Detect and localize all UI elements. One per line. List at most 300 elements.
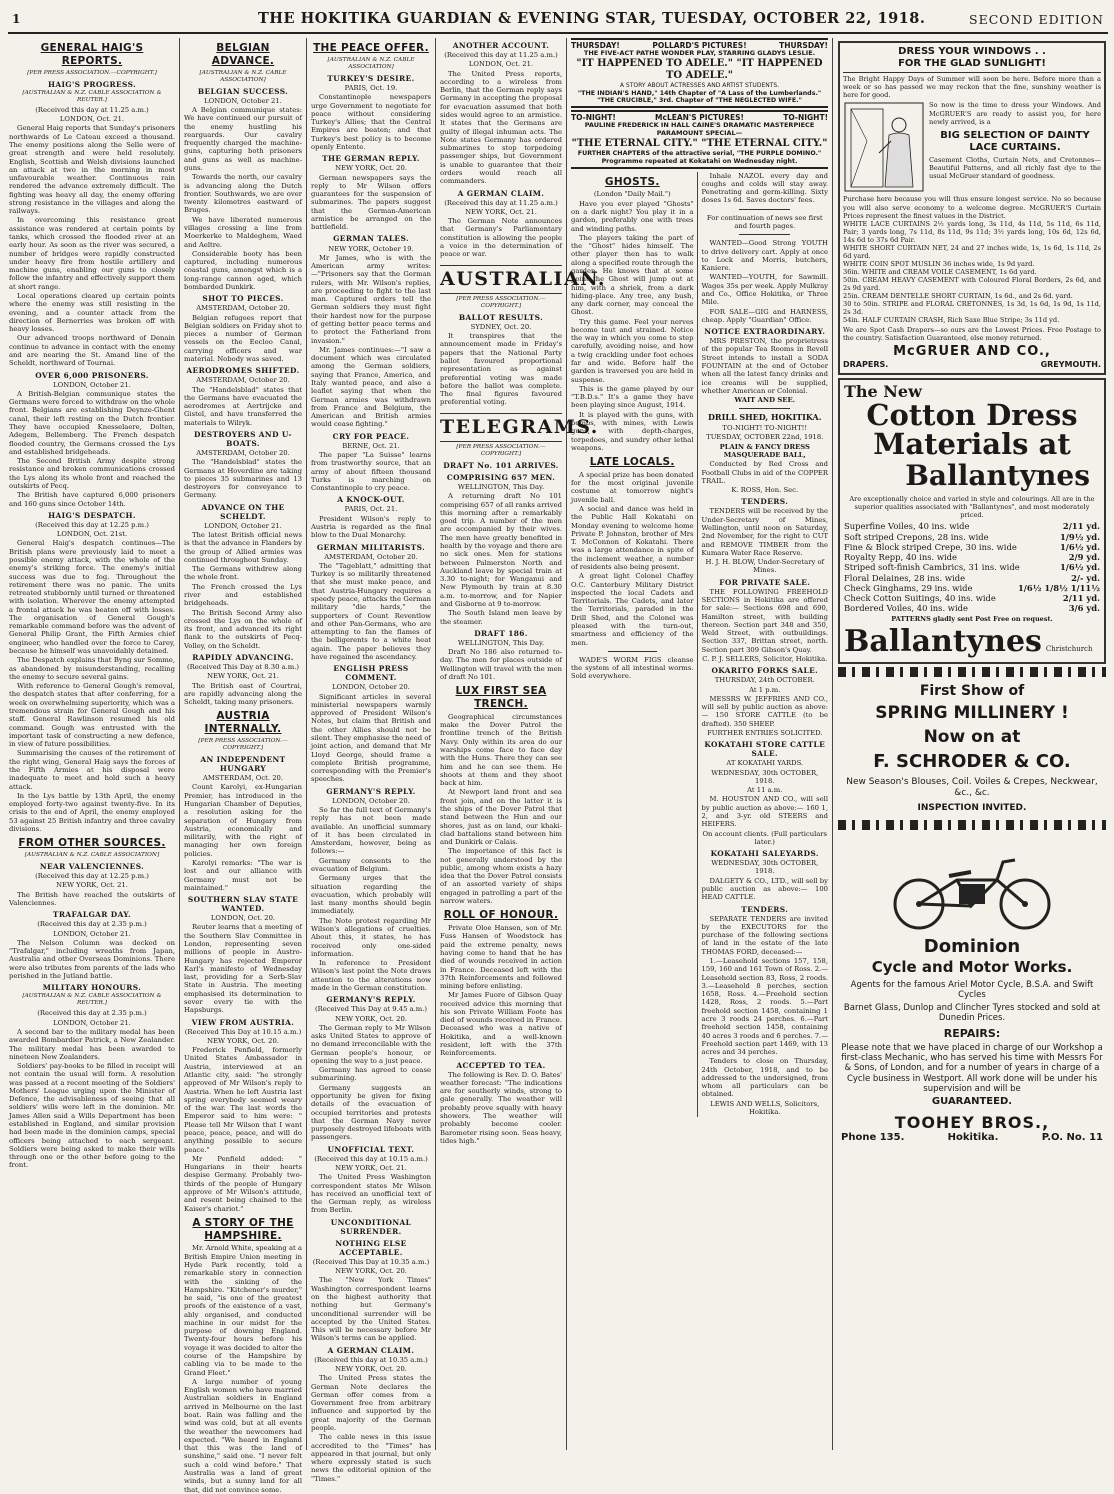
- advertiser-name: TOOHEY BROS.,: [894, 1112, 1050, 1132]
- subheading: KOKATAHI SALEYARDS.: [710, 849, 819, 859]
- paragraph: Towards the north, our cavalry is advancing along the Dutch frontier. Southwards, we are over twenty kilometres eastward of Bruges.: [184, 173, 302, 215]
- price-item: Check Ginghams, 29 ins. wide: [844, 582, 973, 593]
- paragraph: Count Karolyi, ex-Hungarian Premier, has introduced in the Hungarian Chamber of Deputies, a resolution asking for the separation of Hungary from Austria, economically and militarily, with the right of managing her own foreign policies.: [184, 783, 302, 858]
- subheading: TENDERS.: [741, 904, 789, 914]
- ad-text: TO-NIGHT!: [571, 113, 616, 123]
- ad-headline: BIG SELECTION OF DAINTY LACE CURTAINS.: [940, 129, 1090, 153]
- dateline: NEW YORK, Oct. 21.: [335, 1164, 407, 1173]
- dateline: NEW YORK, October 19.: [328, 244, 414, 253]
- motorcycle-illustration: [887, 842, 1057, 934]
- paragraph: Belgian refugees report that Belgian soldiers on Friday shot to pieces a number of German vessels on the Eecloo Canal, carrying officers and war material. Nobody was saved.: [184, 313, 302, 363]
- dateline: WEDNESDAY, 30th OCTOBER, 1918.: [711, 859, 819, 876]
- column-display-ads: [835, 38, 1109, 1450]
- paragraph: The importance of this fact is not generally understood by the public, among whom exists a hazy idea that the Dover Patrol consists of an assorted variety of ships engaged in patrolling a part of the narrow waters.: [440, 847, 562, 906]
- subheading: A KNOCK-OUT.: [337, 495, 405, 505]
- newspaper-title: THE HOKITIKA GUARDIAN & EVENING STAR, TUESDAY, OCTOBER 22, 1918.: [258, 10, 926, 27]
- subheading: DESTROYERS AND U-BOATS.: [193, 429, 293, 448]
- headline: THE PEACE OFFER.: [313, 42, 429, 54]
- column-belgian-advance: [181, 38, 305, 1494]
- ad-body: [843, 101, 1101, 193]
- price-row: [844, 562, 1100, 572]
- ad-text: "THE CRUCIBLE," 3rd. Chapter of "THE NEGLECTED WIFE.": [597, 97, 802, 105]
- price-value: 2/11 yd.: [1062, 521, 1100, 532]
- paragraph: President Wilson's reply to Austria is regarded as the final blow to the Dual Monarchy.: [311, 514, 431, 540]
- ad-text: GUARANTEED.: [931, 1096, 1013, 1108]
- ad-text: Please note that we have placed in charge of our Workshop a first-class Mechanic, who has served his time with Messrs For & Sons, of London, and for a number of years in charge of a Cycle business in Westport. All work done will be under his supervision and will be: [841, 1042, 1103, 1095]
- subheading: THE GERMAN REPLY.: [322, 154, 420, 164]
- subheading: AN INDEPENDENT HUNGARY: [200, 755, 286, 774]
- paragraph: The paper "La Suisse" learns from trustworthy source, that an army of about fifteen thousand Turks is marching on Constantinople to cry peace.: [311, 451, 431, 493]
- ad-text: 30 to 50in. STRIPE and FLORAL CRETONNES, 1s 3d, 1s 6d, 1s 9d, 1s 11d, 2s 3d.: [843, 299, 1101, 316]
- ad-text: THURSDAY!: [779, 41, 828, 50]
- edition-label: SECOND EDITION: [969, 12, 1104, 27]
- ad-text: DRAPERS.: [843, 359, 889, 369]
- dateline: (Received this day at 12.25 p.m.): [35, 872, 149, 881]
- paragraph: The German Note announces that Germany's Parliamentary constitution is allowing the people a voice in the determination of peace or war.: [440, 217, 562, 259]
- notice: For continuation of news see first and fourth pages.: [706, 213, 823, 231]
- notice: WAIT AND SEE.: [734, 396, 795, 405]
- notice: FURTHER ENTRIES SOLICITED.: [707, 728, 823, 737]
- paragraph: MRS PRESTON, the proprietress of the popular Tea Rooms in Revell Street intends to install a SODA FOUNTAIN at the end of October when all the latest fancy drinks and ice creams will be supplied, whether American or Colonial.: [701, 337, 828, 395]
- source-line: [PER PRESS ASSOCIATION.—COPYRIGHT.]: [27, 69, 157, 76]
- notice: On account clients. (Full particulars later.): [702, 829, 828, 846]
- signature: LEWIS AND WELLS, Solicitors, Hokitika.: [710, 1099, 820, 1117]
- paragraph: Geographical circumstances make the Dover Patrol the frontline trench of the British Navy. Only within its area do our warships come face to face day with the Huns. There they can see him and he can see them. He shoots at them and they shoot back at him.: [440, 712, 562, 788]
- subheading: GERMANY'S REPLY.: [326, 786, 416, 796]
- source-line: [AUSTRALIAN & N.Z. CABLE ASSOCIATION]: [327, 56, 415, 70]
- price-value: 3/6 yd.: [1068, 603, 1100, 614]
- ad-text: PARAMOUNT SPECIAL—: [656, 129, 743, 138]
- paragraph: A special prize has been donated for the most original juvenile costume at tomorrow night's juvenile ball.: [571, 470, 694, 504]
- paragraph: Tenders to close on Thursday, 24th October, 1918, and to be addressed to the undersigned, from whom all particulars can be obtained.: [701, 1057, 828, 1099]
- paragraph: Reuter learns that a meeting of the Southern Slav Committee in London, representing seven millions of people in Austro-Hungary has rejected Emperor Karl's manifesto of Wednesday last, providing for a Serb-Slav State in Austria. The meeting emphasised its determination to sever every tie with the Hapsburgs.: [184, 923, 302, 1015]
- ad-text: PAULINE FREDERICK IN HALL CAINE'S DRAMATIC MASTERPIECE: [584, 121, 815, 130]
- dateline: WELLINGTON, This Day.: [457, 483, 545, 492]
- price-item: Bordered Voiles, 40 ins. wide: [844, 603, 968, 614]
- subheading: MILITARY HONOURS.: [42, 983, 142, 993]
- dateline: LONDON, October 21.: [53, 1018, 131, 1027]
- column-peace-offer: [308, 38, 434, 1483]
- dateline: At 1 p.m.: [749, 685, 781, 694]
- subheading: TURKEY'S DESIRE.: [327, 73, 415, 83]
- ad-headline: Materials at: [873, 427, 1071, 462]
- subheading: TRAFALGAR DAY.: [52, 910, 132, 920]
- paragraph: At Newport land front and sea front join, and on the latter it is the ships of the Dover Patrol that stand between the Hun and our shores, just as on land, our khaki-clad battalions stand between him and Dunkirk or Calais.: [440, 788, 562, 847]
- paragraph: Frederick Penfield, formerly United States Ambassador in Austria, interviewed at an Atlantic city, said: "he strongly approved of Mr Wilson's reply to Austria. When he left Austria last spring everybody seemed weary of the war. The last words the Emperor said to him were: " Please tell Mr Wilson that I want peace, peace, peace, and will do anything possible to secure peace.": [184, 1046, 302, 1154]
- paragraph: A second bar to the military medal has been awarded Bombardier Patrick, a New Zealander. The military medal has been awarded to nineteen New Zealanders.: [9, 1027, 175, 1061]
- price-list: [844, 521, 1100, 613]
- dateline: NEW YORK, Oct. 20.: [335, 164, 407, 173]
- paragraph: Mr James, who is with the American army writes:—"Prisoners say that the German rulers, with Mr. Wilson's replies, are proceeding to fight to the last man. Captured orders tell the German soldiers they must fight their hardest now for the purpose of getting better peace terms and to protect the Fatherland from invasion.": [311, 253, 431, 345]
- ad-text: Barnet Glass, Dunlop and Clincher Tyres stocked and sold at Dunedin Prices.: [843, 1002, 1101, 1023]
- paragraph: Private Oloe Hansen, son of Mr. Fuss Hansen of Woodstock has paid the extreme penalty, news having come to hand that he has died of wounds received in action in France. Deceased left with the 37th Reinforcements and followed mining before enlisting.: [440, 924, 562, 991]
- dateline: THURSDAY, 24th OCTOBER.: [714, 676, 815, 685]
- subheading: VIEW FROM AUSTRIA.: [191, 1017, 295, 1027]
- dateline: WEDNESDAY, 30th OCTOBER, 1918.: [711, 768, 819, 785]
- price-item: Striped soft-finish Cambrics, 31 ins. wide: [844, 562, 1020, 573]
- dateline: NEW YORK, Oct. 20.: [335, 1014, 407, 1023]
- advertiser-name: F. SCHRODER & CO.: [873, 750, 1071, 772]
- advertiser-location: [843, 360, 1101, 370]
- price-row: [844, 573, 1100, 583]
- dateline: (Received this day at 10.35 a.m.): [314, 1355, 428, 1364]
- ad-headline: Ballantynes: [905, 459, 1090, 493]
- ad-text: A STORY ABOUT ACTRESSES AND ARTIST STUDENTS.: [619, 82, 780, 90]
- subheading: NOTICE EXTRAORDINARY.: [704, 327, 826, 337]
- price-item: Royalty Repp, 40 ins. wide: [844, 552, 957, 563]
- paragraph: WADE'S WORM FIGS cleanse the system of all intestinal worms. Sold everywhere.: [571, 655, 694, 681]
- ad-headline: SPRING MILLINERY !: [875, 703, 1069, 724]
- ad-headline: REPAIRS:: [943, 1027, 1001, 1041]
- pollards-pictures-ad: [571, 38, 828, 108]
- price-value: 1/9½ yd.: [1059, 531, 1100, 542]
- schroder-millinery-ad: [838, 680, 1106, 816]
- column-local-ads: [568, 38, 831, 1450]
- price-value: 2/- yd.: [1071, 572, 1100, 583]
- ad-headline: First Show of: [919, 683, 1025, 700]
- paragraph: The Second British Army despite strong resistance and broken communications crossed the Lys along its whole front and reached the outskirts of Pecq.: [9, 457, 175, 490]
- separator: [739, 408, 790, 409]
- paragraph: Germany has agreed to cease submarining.: [311, 1066, 431, 1083]
- ad-text: TUESDAY, OCTOBER 22nd, 1918.: [706, 433, 824, 442]
- paragraph: General Haig's despatch continues—The British plans were previously laid to meet a possible enemy attack, with the whole of the enemy's striking force. The enemy's initial success was due to fog. Throughout the retirement there was no panic. The units retreated stubbornly until turned or threatened with isolation. Wherever the enemy attempted a frontal attack he was beaten off with losses. The organisation of General Gough's remarkable command before was the advent of General Philip Grant, the Fifth Armies chief engineer, who handled over the force to Carey, because he himself was unavoidably detained.: [9, 539, 175, 656]
- wanted-ad: WANTED—Good Strong YOUTH to drive delivery cart. Apply at once to Lock and Morris, butchers, Kaniere.: [701, 239, 828, 273]
- price-row: [844, 603, 1100, 613]
- nazol-ad: Inhale NAZOL every day and coughs and colds will stay away. Penetrating and germ-killing. Sixty doses 1s 6d. Saves doctors' fees.: [701, 171, 828, 205]
- paragraph: The French crossed the Lys river and established bridgeheads.: [184, 582, 302, 608]
- ad-body-text: [929, 101, 1101, 193]
- paragraph: In reference to President Wilson's last point the Note draws attention to the alterations now made in the German constitution.: [311, 959, 431, 992]
- paragraph: M. HOUSTON AND CO., will sell by public auction as above:— 160 1, 2, and 3-yr. old STEERS and HEIFERS.: [701, 795, 828, 829]
- paragraph: A social and dance was held in the Public Hall Kokatahi on Monday evening to welcome home Private P. Johnston, brother of Mrs T. McConnon of Kokatahi. There was a large attendance in spite of the inclement weather, a number of residents also being present.: [571, 505, 694, 572]
- subheading: DRAFT No. 101 ARRIVES.: [443, 460, 559, 470]
- paragraph: DALGETY & CO., LTD., will sell by public auction as above:— 100 HEAD CATTLE.: [701, 876, 828, 902]
- mcgruer-ad: [838, 41, 1106, 375]
- ad-text: TO-NIGHT!: [783, 113, 828, 123]
- headline: A STORY OF THE HAMPSHIRE.: [192, 1216, 294, 1242]
- signature: H. J. H. BLOW, Under-Secretary of Mines.: [705, 558, 825, 575]
- source-line: [PER PRESS ASSOCIATION.—COPYRIGHT.]: [456, 443, 546, 457]
- ad-text: 25in. CREAM DENTELLE SHORT CURTAIN, 1s 6d., and 2s 6d. yard.: [843, 291, 1073, 300]
- subheading: DRAFT 186.: [474, 628, 528, 638]
- paragraph: Constantinople newspapers urge Government to negotiate for peace without considering Turkey's Allies; that the Central Empires are beaten; and that Turkey's best policy is to become openly Entente.: [311, 93, 431, 151]
- paragraph: A Belgian communique states: We have continued our pursuit of the enemy hustling his rearguards. Our cavalry frequently charged the machine-guns, capturing both prisoners and guns as well as machine-guns.: [184, 106, 302, 172]
- source-line: [AUSTRALIAN & N.Z. CABLE ASSOCIATION]: [24, 852, 160, 859]
- subheading: RAPIDLY ADVANCING.: [192, 652, 294, 662]
- price-item: Fine & Block striped Crepe, 30 ins. wide: [844, 541, 1017, 552]
- column-rule: [435, 38, 436, 1450]
- source-line: (London "Daily Mail."): [593, 190, 671, 199]
- ad-text: TO-NIGHT! TO-NIGHT!!: [722, 424, 808, 433]
- ad-headline: Now on at: [923, 726, 1021, 747]
- dateline: SYDNEY, Oct. 20.: [470, 322, 532, 331]
- price-item: Floral Delaines, 28 ins. wide: [844, 572, 966, 583]
- subheading: CRY FOR PEACE.: [332, 431, 410, 441]
- price-item: Check Cotton Suitings, 40 ins. wide: [844, 593, 996, 604]
- paragraph: Our advanced troops northward of Denain continue to advance in contact with the enemy and are nearing the St. Amand line of the Scheldt, northward of Tournai.: [9, 334, 175, 368]
- paragraph: THE FOLLOWING FREEHOLD SECTIONS in Hokitika are offered for sale:— Sections 698 and 690, Hamilton street, with building thereon. Section part 348 and 350, Weld Street, with outbuildings. Section 337, Brittan street, north. Section part 309 Gibson's Quay.: [701, 587, 828, 654]
- price-value: 1/6½ 1/8½ 1/11½: [1017, 582, 1100, 593]
- dateline: AMSTERDAM, October 20.: [196, 304, 290, 313]
- paragraph: Significant articles in several ministerial newspapers warmly approved of President Wilson's Notes, but claim that British and the other Allies should not be silent. They emphasise the need of joint action, and demand that Mr Lloyd George, should frame a complete British programme, corresponding with the Premier's speeches.: [311, 692, 431, 784]
- woman-at-window-illustration: [843, 101, 925, 193]
- dateline: (Received this day at 11.25 a.m.): [35, 105, 149, 114]
- paragraph: A returning draft No 101 comprising 657 of all ranks arrived this morning after a remarkably good trip. A number of the men are accompanied by their wives. The men have greatly benefited in health by the voyage and there are no sick ones. Men for stations between Palmerston North and Auckland leave by special train at 3.30 to-night; for Wanganui and New Plymouth by train at 8.30 a.m. to-morrow, and for Napier and Gisborne at 9 to-morrow.: [440, 492, 562, 608]
- toohey-cycle-ad: [838, 833, 1106, 1148]
- ad-text: 50in. CREAM HEAVY CASEMENT with Coloured Floral Borders, 2s 6d, and 2s 9d yard.: [843, 275, 1101, 292]
- dateline: NEW YORK, Oct. 20.: [335, 1267, 407, 1276]
- column-rule: [832, 38, 833, 1450]
- dateline: NEW YORK, Oct. 21.: [207, 672, 279, 681]
- dateline: AMSTERDAM, October 20.: [196, 376, 290, 385]
- subheading: KOKATAHI STORE CATTLE SALE.: [704, 740, 826, 759]
- price-value: 1/6½ yd.: [1059, 541, 1100, 552]
- paragraph: The "Handelsblad" states the Germans at Hoverdine are taking to pieces 35 submarines and 13 destroyers for conveyance to Germany.: [184, 458, 302, 500]
- dateline: LONDON, October 20.: [332, 796, 410, 805]
- dateline: LONDON, October 21.: [53, 929, 131, 938]
- headline: AUSTRIA INTERNALLY.: [204, 710, 282, 736]
- ad-text: POLLARD'S PICTURES!: [652, 41, 747, 50]
- wanted-ad: WANTED—YOUTH, for Sawmill. Wages 35s per week. Apply Mulkray and Co., Office Hokitika, or Three Mile.: [701, 273, 828, 307]
- paragraph: Germany consents to the evacuation of Belgium.: [311, 856, 431, 873]
- dateline: NEW YORK, Oct. 21.: [465, 207, 537, 216]
- signature: K. ROSS, Hon. Sec.: [731, 486, 799, 495]
- paragraph: The British east of Courtrai, are rapidly advancing along the Scheldt, taking many prisoners.: [184, 681, 302, 707]
- paragraph: 1.—Leasehold sections 157, 158, 159, 160 and 161 Town of Ross. 2.—Leasehold section 83, Ross, 2 roods. 3.—Leasehold 8 perches, section 1658, Ross. 4.—Freehold section 1428, Ross, 2 roods. 5.—Part freehold section 1458, containing 1 acre 3 roods 24 perches. 6.—Part freehold section 1458, containing 40 acres 3 roods and 6 perches. 7.—Freehold section part 1469, with 13 acres and 34 perches.: [701, 956, 828, 1057]
- paragraph: This is the game played by our "T.B.D.s." It's a game they have been playing since August, 1914.: [571, 384, 694, 410]
- dateline: LONDON, Oct. 21.: [468, 60, 534, 69]
- paragraph: A great light Colonel Chaffey O.C. Canterbury Military District inspected the local Cadets and Territorials. The Cadets, and later the Territorials, paraded in the Drill Shed, and the Colonel was pleased with the turn-out, smartness and efficiency of the men.: [571, 572, 694, 647]
- column-rule: [306, 38, 307, 1450]
- paragraph: The "Handelsblad" states that the Germans have evacuated the aerodromes at Aertrijcke and Gistel, and have transferred the materials to Wilryk.: [184, 385, 302, 427]
- headline: LATE LOCALS.: [589, 456, 675, 469]
- price-value: 1/6½ yd.: [1059, 562, 1100, 573]
- subheading: UNOFFICIAL TEXT.: [327, 1144, 415, 1154]
- paragraph: The Germans withdrew along the whole front.: [184, 565, 302, 582]
- paragraph: The South Island men leave by the steamer.: [440, 609, 562, 626]
- contact-line: [841, 1132, 1103, 1144]
- price-value: 2/11 yd.: [1062, 593, 1100, 604]
- paragraph: In the Lys battle by 13th April, the enemy employed forty-two against twenty-five. In its crisis to the end of April, the enemy employed 53 against 25 British infantry and three cavalry divisions.: [9, 791, 175, 833]
- column-rule: [179, 38, 180, 1450]
- subheading: COMPRISING 657 MEN.: [446, 473, 556, 482]
- paragraph: The German reply to Mr Wilson asks United States to approve of no demand irreconcilable with the German people's honour, or opening the way to a just peace.: [311, 1023, 431, 1065]
- paragraph: The players taking the part of the "Ghost" hides himself. The other player then has to walk along a specified route through the garden. He knows that at some point the Ghost will jump out at him, with a shriek, from a dark hiding-place. Any tree, any bush, any dark corner, may conceal the Ghost.: [571, 233, 694, 317]
- ad-text: Christchurch: [1045, 644, 1093, 653]
- paragraph: The United Press reports, according to a wireless from Berlin, that the German reply says Germany in accepting the proposal for evacuation assumed that both sides would agree to an armistice. It states that the Germans are guilty of illegal inhuman acts. The Note states Germany has ordered submarines to stop torpedoing passenger ships, but Government is unable to guarantee that their orders would reach all commanders.: [440, 69, 562, 186]
- dateline: (Received this day at 11.25 a.m.): [444, 198, 558, 207]
- paragraph: Mr James Fuore of Gibson Quay received advice this morning that his son Private William Foote has died of wounds received in France. Deceased who was a native of Hokitika, and a well-known resident, left with the 37th Reinforcements.: [440, 991, 562, 1058]
- subheading: SOUTHERN SLAV STATE WANTED.: [187, 895, 299, 914]
- ad-text: New Season's Blouses, Coil. Voiles & Crepes, Neckwear, &c., &c.: [846, 776, 1098, 798]
- price-row: [844, 552, 1100, 562]
- ad-text: WHITE LACE CURTAINS 2½ yards long, 3s 11d, 4s 11d, 5s 11d, 6s 11d, Pair; 3 yards long, 7s 11d, 8s 11d, 9s 11d; 3½ yards long, 10s 6d, 12s 6d, 14s 6d to 37s 6d Pair.: [843, 219, 1101, 244]
- source-line: [PER PRESS ASSOCIATION.—COPYRIGHT.]: [456, 295, 546, 309]
- dateline: AT KOKATAHI YARDS.: [726, 759, 804, 768]
- ad-text: McLEAN'S PICTURES!: [655, 113, 744, 123]
- source-line: [PER PRESS ASSOCIATION.—COPYRIGHT.]: [198, 738, 288, 752]
- subheading: BALLOT RESULTS.: [458, 312, 544, 322]
- ad-headline: Cycle and Motor Works.: [871, 957, 1073, 976]
- paragraph: The British Second Army also crossed the Lys on the whole of its front, and advanced its right flank to the outskirts of Pecq-Volley, on the Scheldt.: [184, 608, 302, 650]
- ad-headline: Dominion: [923, 935, 1021, 957]
- price-row: [844, 593, 1100, 603]
- subheading: A GERMAN CLAIM.: [457, 188, 545, 198]
- subheading: ENGLISH PRESS COMMENT.: [333, 664, 409, 683]
- dateline: LONDON, Oct. 20.: [210, 914, 276, 923]
- paragraph: Mr. James continues:—"I saw a document which was circulated among the German soldiers, saying that France, America, and Italy wanted peace, and also a leaflet saying that when the German armies was withdrawn from France and Belgium, the American and British armies would cease fighting.": [311, 345, 431, 429]
- paragraph: It is played with the guns, with bombs, with mines, with Lewis guns, with depth-charges, torpedoes, and sundry other lethal weapons.: [571, 410, 694, 452]
- separator: [739, 234, 790, 235]
- subheading: ADVANCE ON THE SCHELDT.: [201, 502, 285, 521]
- paragraph: Mr Penfield added: " Hungarians in their hearts despise Germany. Probably two-thirds of the people of Hungary approve of Mr Wilson's attitude, and resent being chained to the Kaiser's chariot.": [184, 1154, 302, 1213]
- dateline: LONDON, October 21.: [204, 521, 282, 530]
- paragraph: Conducted by Red Cross and Football Clubs in aid of the COPPER TRAIL.: [701, 460, 828, 485]
- headline: GHOSTS.: [604, 175, 660, 188]
- price-value: 2/9 yd.: [1068, 552, 1100, 563]
- ad-text: "IT HAPPENED TO ADELE." "IT HAPPENED TO ADELE.": [576, 58, 823, 82]
- dateline: LONDON, Oct. 21.: [59, 115, 125, 124]
- dateline: BERNE, Oct. 21.: [342, 441, 400, 450]
- page-number: 1: [12, 12, 21, 26]
- subheading: OKARITO FORKS SALE.: [711, 666, 819, 676]
- price-row: [844, 532, 1100, 542]
- dateline: (Received this day at 11.25 a.m.): [444, 51, 558, 60]
- subheading: BELGIAN SUCCESS.: [197, 86, 289, 96]
- ad-text: Are exceptionally choice and varied in style and colourings. All are in the superior qualities associated with "Ballantynes", and most moderately priced.: [849, 495, 1095, 520]
- paragraph: With reference to General Gough's removal, the despatch states that after conferring, for a week on overwhelming superiority, which was a tremendous strain for General Gough and his staff. General Rawlinson resumed his old command. Gough was entrusted with the important task of constructing a new defence, in view of future possibilities.: [9, 682, 175, 749]
- paragraph: Try this game. Feel your nerves become taut and strained. Notice the way in which you come to step carefully, avoiding noise, and how a twig crackling under foot echoes far and wide. Before half the garden is traversed you are held in suspense.: [571, 317, 694, 384]
- headline: LUX FIRST SEA TRENCH.: [455, 685, 547, 711]
- ballantynes-ad: [838, 378, 1106, 665]
- price-row: [844, 542, 1100, 552]
- advertiser-name: McGRUER AND CO.,: [893, 344, 1051, 360]
- price-row: [844, 521, 1100, 531]
- headline: AUSTRALIAN.: [440, 265, 562, 294]
- ad-text: Agents for the famous Ariel Motor Cycle, B.S.A. and Swift Cycles: [850, 979, 1094, 1001]
- paragraph: Germany suggests an opportunity be given for fixing details of the evacuation of occupied territories and protests that the German Navy never purposely destroyed lifeboats with passengers.: [311, 1083, 431, 1142]
- paragraph: Draft No 186 also returned to-day. The men for places outside of Wellington will travel with the men of draft No 101.: [440, 648, 562, 681]
- dateline: NEW YORK, Oct. 20.: [335, 1364, 407, 1373]
- dateline: (Received This Day at 10.15 a.m.): [184, 1027, 302, 1036]
- dateline: (Received this day at 12.25 p.m.): [35, 520, 149, 529]
- subcolumn-notices: [702, 172, 828, 1118]
- ad-text: INSPECTION INVITED.: [917, 802, 1027, 813]
- paragraph: TENDERS will be received by the Under-Secretary of Mines, Wellington, until noon on Saturday, 2nd November, for the right to CUT and REMOVE TIMBER from the Kumara Water Race Reserve.: [701, 507, 828, 557]
- paragraph: A British-Belgian communique states the Germans were forced to withdraw on the whole front. Belgians are establishing Deynze-Ghent canal, their left resting on the Dutch frontier. They have occupied Knesselaere, Dolten, Adegem, Bellemberg. The French despatch flooded country, the Germans crossed the Lys and established bridgeheads.: [9, 389, 175, 456]
- paragraph: In overcoming this resistance great assistance was rendered at certain points by tanks, which crossed the flooded river at an early hour. As soon as the river was secured, a number of bridges were rapidly constructed under heavy fire from hostile artillery and machine guns, enabling our guns to closely follow the infantry and effectively support them at short range.: [9, 216, 175, 291]
- headline: GENERAL HAIG'S REPORTS.: [40, 42, 144, 67]
- subheading: NEAR VALENCIENNES.: [39, 862, 145, 872]
- dateline: LONDON, October 20.: [332, 683, 410, 692]
- ad-text: Purchase here because you will thus ensure longest service. No so because you will also serve economy to a welcome degree. McGRUER'S Curtain Prices represent the finest values in the District.: [843, 195, 1101, 220]
- subheading: NOTHING ELSE ACCEPTABLE.: [335, 1238, 407, 1257]
- paragraph: A large number of young English women who have married Australian soldiers in England arrived in Melbourne on the last boat. Rain was falling and the wind was cold, but at all events the weather the newcomers had expected. "We heard in England that this was the land of sunshine," said one. "I never felt such a cold wind before." That Australia was a land of great winds, but a sunny land for all that, did not convince some.: [184, 1377, 302, 1494]
- source-line: [AUSTRALIAN & N.Z. CABLE ASSOCIATION & REUTER.]: [22, 89, 162, 103]
- ad-text: "THE INDIAN'S HAND," 14th Chapter of "A Lass of the Lumberlands.": [577, 89, 822, 97]
- subheading: UNCONDITIONAL SURRENDER.: [330, 1217, 412, 1236]
- ad-text: WHITE COIN SPOT MUSLIN 36 inches wide, 1s 9d yard.: [843, 259, 1035, 268]
- subheading: GERMAN TALES.: [333, 234, 409, 244]
- paragraph: Mr. Arnold White, speaking at a British Empire Union meeting in Hyde Park recently, told a remarkable story in connection with the sinking of the Hampshire. "Kitchener's murder," he said, "is one of the greatest proofs of the existence of a vast, ably organised, and conducted machine in our midst for the purpose of downing England. Twenty-four hours before his voyage it was decided to alter the course of the Hampshire by cabling via to be made to the Grand Fleet.": [184, 1244, 302, 1377]
- headline: BELGIAN ADVANCE.: [211, 42, 275, 67]
- paragraph: The British have reached the outskirts of Valenciennes.: [9, 890, 175, 907]
- subcolumn-stories: [571, 172, 698, 1118]
- paragraph: The Nelson Column was decked on "Trafalgar," including wreaths from Japan, Australia and other Overseas Dominions. There were also tributes from parents of the lads who perished in the Jutland battle.: [9, 938, 175, 980]
- paragraph: The Despatch explains that Byng sur Somme, as abandoned by misunderstanding, recalling the enemy to secure several gains.: [9, 656, 175, 681]
- source-line: [AUSTRALIAN & N.Z. CABLE ASSOCIATION & REUTER.]: [22, 993, 162, 1007]
- paragraph: General Haig reports that Sunday's prisoners northwards of Le Cateau exceed a thousand. The enemy positions along the Selle were of great strength and were held resolutely. English, Scottish and Welsh divisions launched an attack at two in the morning in most unfavourable weather. Continuous rain rendered the advance extremely difficult. The fighting was heavy all day, the enemy offering strong resistance in the villages and along the railways.: [9, 124, 175, 216]
- subheading: HAIG'S DESPATCH.: [48, 510, 136, 520]
- dateline: (Received This Day at 10.35 a.m.): [312, 1257, 430, 1266]
- ad-text: We are Spot Cash Drapers—so ours are the Lowest Prices. Free Postage to the country. Satisfaction Guaranteed, else money returned.: [843, 325, 1101, 342]
- subheading: AERODROMES SHIFTED.: [186, 366, 300, 376]
- ad-text: Hokitika.: [947, 1132, 999, 1144]
- paragraph: Considerable booty has been captured, including numerous coastal guns, amongst which is a long-range cannon aged, which bombarded Dunkirk.: [184, 249, 302, 291]
- paragraph: The Note protest regarding Mr Wilson's allegations of cruelties. About this, it states, he has received only one-sided information.: [311, 916, 431, 958]
- dateline: LONDON, October 21.: [204, 96, 282, 105]
- ad-headline: FOR THE GLAD SUNLIGHT!: [843, 58, 1101, 73]
- ad-text: PLAIN & FANCY DRESS MASQUERADE BALL,: [719, 442, 810, 459]
- ad-text: 54in. HALF CURTAIN CRASH, Rich Saxe Blue Stripe; 3s 11d yd.: [843, 315, 1060, 324]
- dateline: (Received this day at 10.15 a.m.): [314, 1154, 428, 1163]
- ad-text: Casement Cloths, Curtain Nets, and Cretonnes—Beautiful Patterns, and all richly fast dye to the usual McGruer standard of goodness.: [929, 155, 1101, 180]
- ad-text: The Bright Happy Days of Summer will soon be here. Before more than a week or so has passed we may reckon that the fine, sunshiny weather is here for good.: [843, 75, 1101, 100]
- headline: TELEGRAMS.: [440, 413, 562, 442]
- subheading: OVER 6,000 PRISONERS.: [35, 370, 149, 380]
- subheading: SHOT TO PIECES.: [202, 294, 284, 304]
- ad-text: FURTHER CHAPTERS of the attractive serial, "THE PURPLE DOMINO.": [577, 150, 822, 158]
- paragraph: The British have captured 6,000 prisoners and 160 guns since October 14th.: [9, 491, 175, 508]
- dateline: PARIS, Oct. 21.: [344, 505, 398, 514]
- dateline: (Received This Day at 8.30 a.m.): [186, 663, 300, 671]
- ad-text: Programme repeated at Kokatahi on Wednesday night.: [601, 157, 798, 165]
- dateline: AMSTERDAM, Oct. 20.: [202, 774, 284, 783]
- ad-text: "THE ETERNAL CITY." "THE ETERNAL CITY.": [571, 138, 828, 150]
- paragraph: Germany urges that the situation regarding the evacuation, which probably will last many months should begin immediately.: [311, 874, 431, 916]
- paragraph: We have liberated numerous villages crossing a line from Moerkerke to Maldeghem, Waed and Aeltre.: [184, 215, 302, 249]
- paragraph: The "Tageblatt," admitting that Turkey is so militarily threatened that she must make peace, and that Austria-Hungary requires a speedy peace, attacks the German military "die hards," the supporters of Count Reventlow and other Pan-Germans, who are attempting to fan the flames of the belligerents to a white heat again. The paper believes they have regained the ascendancy.: [311, 561, 431, 661]
- subheading: ANOTHER ACCOUNT.: [452, 41, 550, 50]
- po-box: P.O. No. 11: [1041, 1132, 1103, 1144]
- column-rule: [566, 38, 567, 1450]
- headline: FROM OTHER SOURCES.: [18, 837, 166, 850]
- column-war-news: [6, 38, 178, 1450]
- ad-headline: DRESS YOUR WINDOWS . .: [898, 46, 1046, 57]
- ad-text: 36in. WHITE and CREAM VOILE CASEMENT, 1s 6d yard.: [843, 267, 1037, 276]
- paragraph: SEPARATE TENDERS are invited by the EXECUTORS for the purchase of the following sections of land in the estate of the late THOMAS FORD, deceased:—: [701, 914, 828, 956]
- dateline: AMSTERDAM, October 20.: [196, 449, 290, 457]
- headline: ROLL OF HONOUR.: [443, 909, 559, 922]
- dateline: (Received this day at 2.35 p.m.): [37, 1009, 147, 1018]
- price-row: [844, 583, 1100, 593]
- paragraph: Summarising the causes of the retirement of the right wing, General Haig says the forces of the Fifth Armies at his disposal were inadequate to meet and hold such a heavy attack.: [9, 749, 175, 791]
- separator: [739, 209, 790, 210]
- paragraph: The cable news in this issue accredited to the "Times" has appeared in that journal, but only where expressly stated is such news the editorial opinion of the "Times.": [311, 1433, 431, 1483]
- source-line: [AUSTRALIAN & N.Z. CABLE ASSOCIATION]: [199, 69, 287, 83]
- dateline: PARIS, Oct. 19.: [344, 83, 398, 92]
- paragraph: The following is Rev. D. O. Bates' weather forecast: "The indications are for southerly winds, strong to gale generally. The weather will probably prove squally with heavy showers. The weather will probably become cooler. Barometer rising soon. Seas heavy, tides high.": [440, 1070, 562, 1145]
- separator: [608, 651, 657, 652]
- dateline: (Received this day at 2.35 p.m.): [37, 920, 147, 929]
- ad-text: THE FIVE-ACT PATHE WONDER PLAY, STARRING GLADYS LESLIE.: [583, 49, 816, 58]
- dateline: (Received This Day at 9.45 a.m.): [314, 1005, 428, 1014]
- paragraph: The latest British official news is that the advance in Flanders by the group of Allied armies was continued throughout Sunday.: [184, 531, 302, 564]
- for-sale-ad: FOR SALE—GIG and HARNESS, cheap. Apply "Guardian" Office.: [701, 307, 828, 324]
- ad-text: WHITE SHORT CURTAIN NET, 24 and 27 inches wide, 1s, 1s 6d, 1s 11d, 2s 6d yard.: [843, 243, 1101, 260]
- ad-text: GREYMOUTH.: [1040, 359, 1101, 369]
- paragraph: MESSRS W. JEFFRIES AND CO., will sell by public auction as above:— 150 STORE CATTLE (to be drafted). 350 SHEEP.: [701, 694, 828, 728]
